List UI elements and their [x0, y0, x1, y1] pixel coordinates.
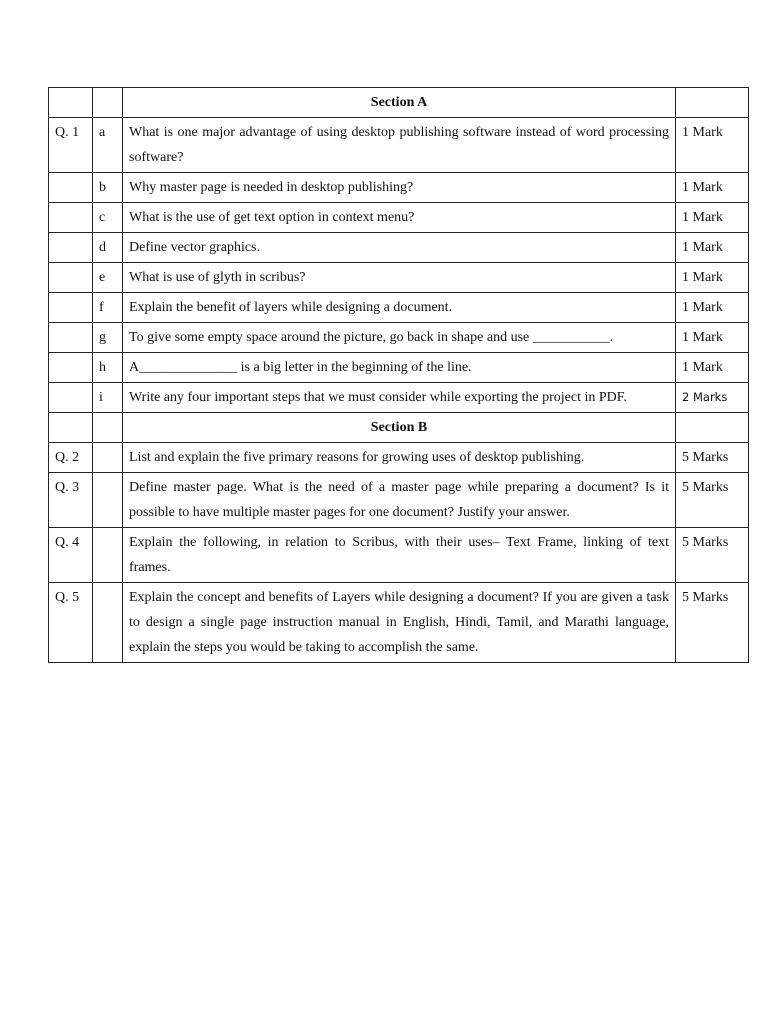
question-row	[49, 443, 749, 473]
question-row	[49, 293, 749, 323]
question-row	[49, 203, 749, 233]
sub-question-letter: d	[93, 233, 123, 263]
question-row	[49, 583, 749, 663]
question-marks: 1 Mark	[676, 173, 749, 203]
empty-cell	[676, 88, 749, 118]
question-text: Why master page is needed in desktop publishing?	[123, 173, 676, 203]
sub-question-letter: c	[93, 203, 123, 233]
question-marks: 1 Mark	[676, 293, 749, 323]
empty-cell	[93, 583, 123, 663]
question-row	[49, 173, 749, 203]
question-row	[49, 383, 749, 413]
empty-cell	[49, 353, 93, 383]
question-row	[49, 233, 749, 263]
empty-cell	[49, 293, 93, 323]
sub-question-letter: b	[93, 173, 123, 203]
sub-question-letter: i	[93, 383, 123, 413]
question-text: A______________ is a big letter in the beginning of the line.	[123, 353, 676, 383]
question-marks: 5 Marks	[676, 583, 749, 663]
question-text: Write any four important steps that we must consider while exporting the project in PDF.	[123, 383, 676, 413]
question-marks: 5 Marks	[676, 528, 749, 583]
empty-cell	[93, 88, 123, 118]
question-marks: 5 Marks	[676, 443, 749, 473]
question-row	[49, 323, 749, 353]
empty-cell	[49, 383, 93, 413]
question-text: What is one major advantage of using desktop publishing software instead of word processing software?	[123, 118, 676, 173]
empty-cell	[49, 233, 93, 263]
question-number: Q. 3	[49, 473, 93, 528]
section-b-header-row	[49, 413, 749, 443]
empty-cell	[49, 323, 93, 353]
section-a-title: Section A	[123, 88, 676, 118]
empty-cell	[93, 413, 123, 443]
question-text: List and explain the five primary reasons for growing uses of desktop publishing.	[123, 443, 676, 473]
question-marks: 1 Mark	[676, 263, 749, 293]
sub-question-letter: h	[93, 353, 123, 383]
sub-question-letter: e	[93, 263, 123, 293]
question-row	[49, 528, 749, 583]
question-marks: 1 Mark	[676, 323, 749, 353]
question-marks: 1 Mark	[676, 203, 749, 233]
question-text: Explain the concept and benefits of Layers while designing a document? If you are given a task to design a single page instruction manual in English, Hindi, Tamil, and Marathi language, explain the steps you would be taking to accomplish the same.	[123, 583, 676, 663]
question-marks: 1 Mark	[676, 353, 749, 383]
empty-cell	[49, 88, 93, 118]
question-row	[49, 473, 749, 528]
question-marks: 5 Marks	[676, 473, 749, 528]
empty-cell	[49, 263, 93, 293]
question-paper-table	[48, 87, 749, 663]
question-text: Define vector graphics.	[123, 233, 676, 263]
question-row	[49, 353, 749, 383]
section-b-title: Section B	[123, 413, 676, 443]
question-text: Define master page. What is the need of a master page while preparing a document? Is it possible to have multiple master pages for one document? Justify your answer.	[123, 473, 676, 528]
question-number: Q. 4	[49, 528, 93, 583]
question-text: Explain the benefit of layers while designing a document.	[123, 293, 676, 323]
question-marks: 1 Mark	[676, 118, 749, 173]
empty-cell	[93, 473, 123, 528]
question-number: Q. 2	[49, 443, 93, 473]
empty-cell	[49, 203, 93, 233]
question-row	[49, 263, 749, 293]
question-marks: 1 Mark	[676, 233, 749, 263]
question-text: What is use of glyth in scribus?	[123, 263, 676, 293]
section-a-header-row	[49, 88, 749, 118]
question-number: Q. 5	[49, 583, 93, 663]
question-text: Explain the following, in relation to Scribus, with their uses– Text Frame, linking of text frames.	[123, 528, 676, 583]
sub-question-letter: a	[93, 118, 123, 173]
question-text: To give some empty space around the picture, go back in shape and use ___________.	[123, 323, 676, 353]
empty-cell	[93, 528, 123, 583]
empty-cell	[49, 413, 93, 443]
sub-question-letter: g	[93, 323, 123, 353]
sub-question-letter: f	[93, 293, 123, 323]
empty-cell	[676, 413, 749, 443]
empty-cell	[93, 443, 123, 473]
question-row	[49, 118, 749, 173]
question-marks: 2 Marks	[676, 383, 749, 413]
question-number: Q. 1	[49, 118, 93, 173]
empty-cell	[49, 173, 93, 203]
question-text: What is the use of get text option in context menu?	[123, 203, 676, 233]
